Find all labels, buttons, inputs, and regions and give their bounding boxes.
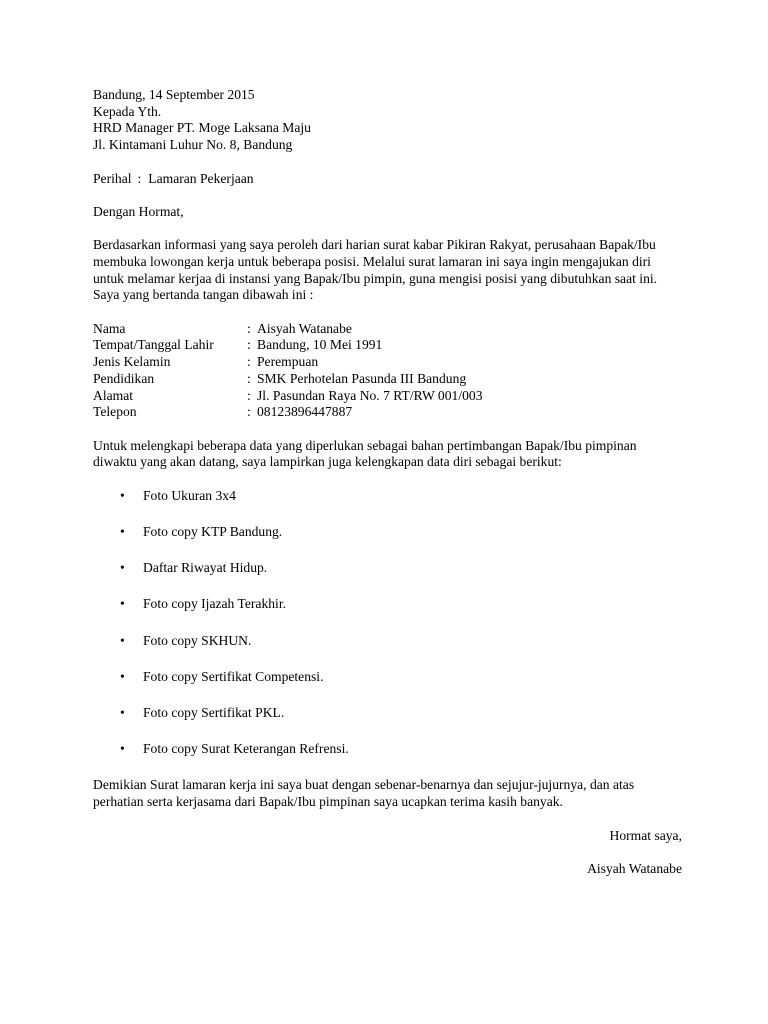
attachment-text: Foto copy SKHUN. [143,632,252,648]
bullet-icon: • [120,741,125,757]
data-row [93,354,682,371]
data-value: Jl. Pasundan Raya No. 7 RT/RW 001/003 [257,387,483,403]
attachment-text: Daftar Riwayat Hidup. [143,560,268,576]
data-value: Aisyah Watanabe [257,320,352,336]
recipient-name: HRD Manager PT. Moge Laksana Maju [93,120,311,136]
attachment-text: Foto Ukuran 3x4 [143,487,236,503]
attachment-item [120,524,682,541]
attachment-item [120,633,682,650]
bullet-icon: • [120,560,125,576]
data-label: Jenis Kelamin [93,354,171,370]
bullet-icon: • [120,705,125,720]
attachment-text: Foto copy Surat Keterangan Refrensi. [143,741,349,757]
subject-label: Perihal [93,170,132,186]
signature-closing: Hormat saya, [609,827,682,843]
attachment-item [120,596,682,613]
greeting: Dengan Hormat, [93,203,184,219]
attachment-item [120,669,682,686]
bullet-icon: • [120,596,125,612]
data-separator: : [247,320,251,336]
closing-paragraph: Demikian Surat lamaran kerja ini saya buat dengan sebenar-benarnya dan sejujur-jujurnya, dan atas perhatian serta kerjasama dari Bapak/Ibu pimpinan saya ucapkan terima kasih banyak. [93,777,635,810]
subject-separator: : [137,170,142,186]
subject-value: Lamaran Pekerjaan [148,170,254,186]
data-label: Telepon [93,404,137,420]
data-separator: : [247,337,251,353]
attachment-text: Foto copy Sertifikat PKL. [143,705,285,720]
data-row [93,388,682,405]
attachment-text: Foto copy Ijazah Terakhir. [143,596,286,612]
recipient-salutation: Kepada Yth. [93,103,162,119]
data-label: Pendidikan [93,370,155,386]
date-line: Bandung, 14 September 2015 [93,87,255,102]
bullet-icon: • [120,632,125,648]
attachments-intro-paragraph: Untuk melengkapi beberapa data yang diperlukan sebagai bahan pertimbangan Bapak/Ibu pimpinan diwaktu yang akan datang, saya lampirkan juga kelengkapan data diri sebagai berikut: [93,437,637,470]
data-row [93,321,682,338]
bullet-icon: • [120,523,125,539]
data-label: Nama [93,320,126,336]
data-separator: : [247,370,251,386]
data-separator: : [247,404,251,420]
intro-paragraph: Berdasarkan informasi yang saya peroleh dari harian surat kabar Pikiran Rakyat, perusahaan Bapak/Ibu membuka lowongan kerja untuk beberapa posisi. Melalui surat lamaran ini saya ingin mengajukan diri untuk melamar kerjaa di instansi yang Bapak/Ibu pimpin, guna mengisi posisi yang dibutuhkan saat ini. Saya yang bertanda tangan dibawah ini : [93,237,658,303]
data-value: Bandung, 10 Mei 1991 [257,337,383,353]
attachment-item [120,741,682,758]
data-value: 08123896447887 [257,404,353,420]
data-separator: : [247,387,251,403]
bullet-icon: • [120,668,125,684]
attachment-text: Foto copy Sertifikat Competensi. [143,668,324,684]
signature-name: Aisyah Watanabe [587,860,682,876]
data-row [93,337,682,354]
data-value: SMK Perhotelan Pasunda III Bandung [257,370,467,386]
data-row [93,404,682,421]
subject-line [93,171,682,188]
letter-head [93,87,682,154]
data-label: Tempat/Tanggal Lahir [93,337,214,353]
data-row [93,371,682,388]
bullet-icon: • [120,487,125,503]
recipient-address: Jl. Kintamani Luhur No. 8, Bandung [93,137,293,153]
data-separator: : [247,354,251,370]
attachment-text: Foto copy KTP Bandung. [143,523,283,539]
attachment-item [120,560,682,577]
attachment-item [120,488,682,505]
personal-data-table [93,321,682,421]
attachment-item [120,705,682,722]
data-label: Alamat [93,387,134,403]
attachments-list [93,488,682,758]
data-value: Perempuan [257,354,319,370]
